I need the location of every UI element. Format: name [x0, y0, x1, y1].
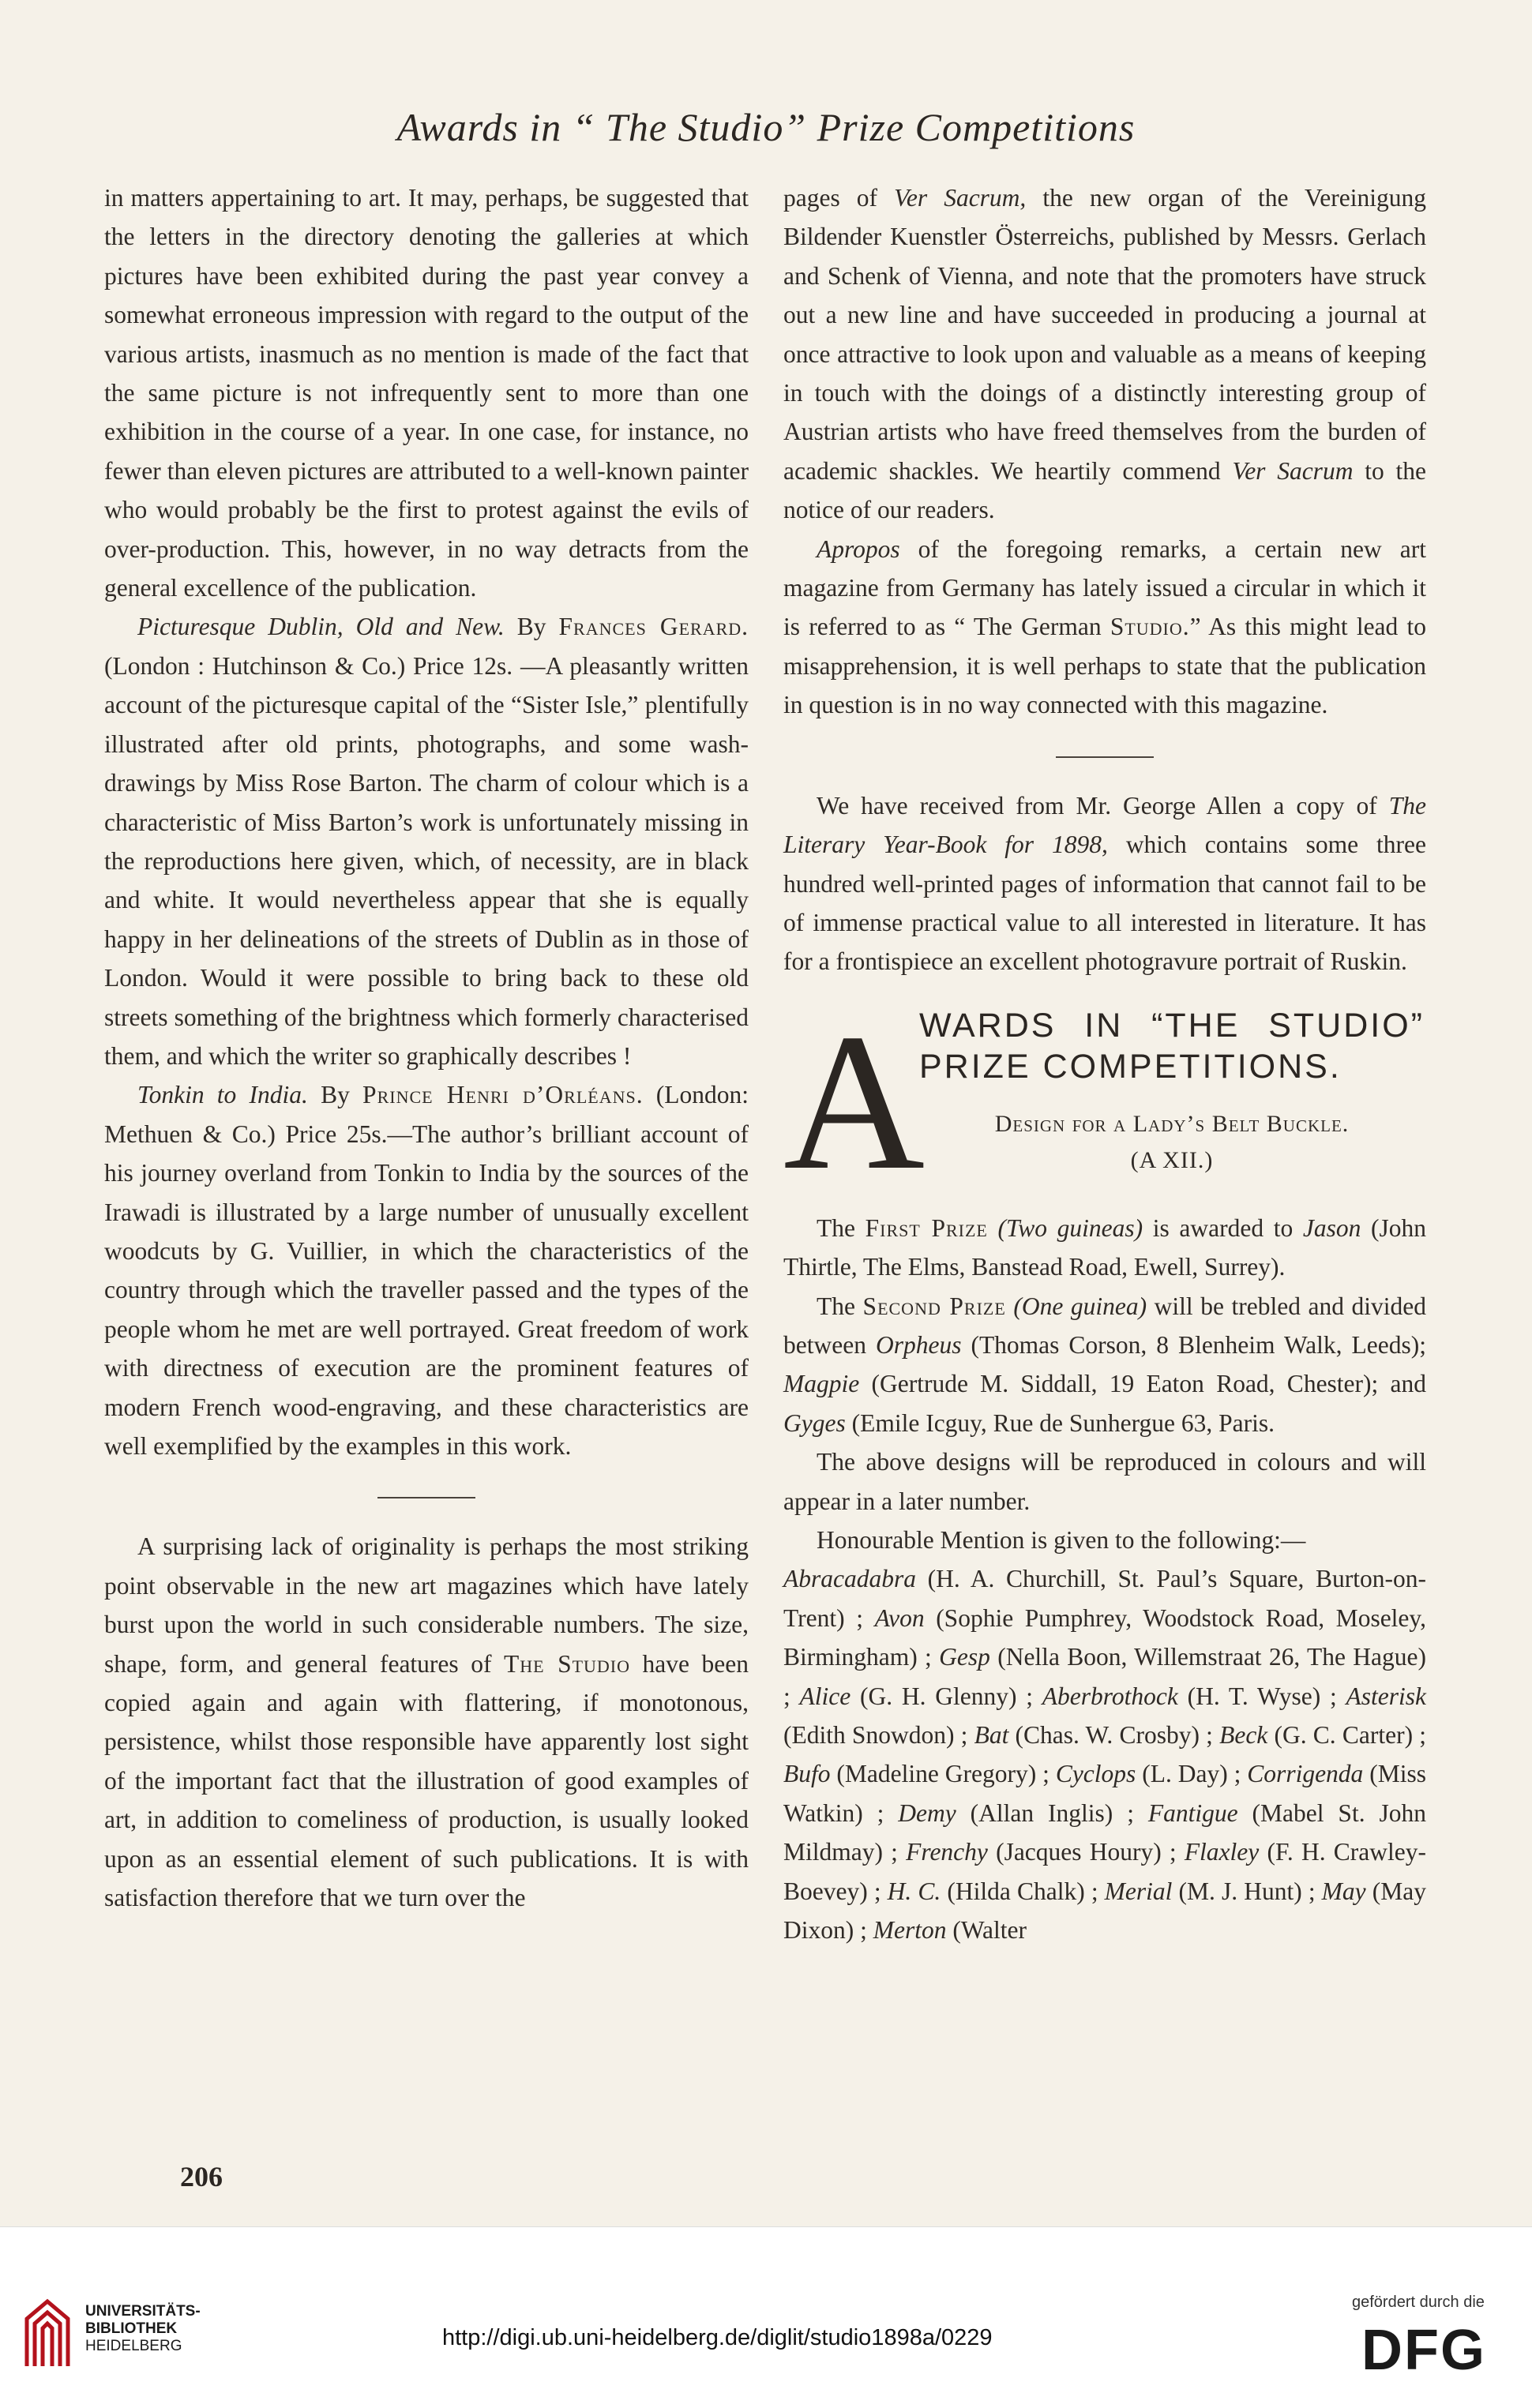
entry-pseudonym: Bat [974, 1721, 1009, 1749]
entry-pseudonym: Flaxley [1184, 1838, 1260, 1866]
entry-pseudonym: Corrigenda [1247, 1760, 1364, 1788]
entry-pseudonym: Bufo [783, 1760, 831, 1788]
right-column [783, 178, 1426, 1949]
honourable-mention-list [783, 1559, 1426, 1949]
section-divider [1056, 756, 1154, 758]
reproduction-note: The above designs will be reproduced in colours and will appear in a later number. [783, 1448, 1426, 1515]
entry-detail: (Sophie Pumphrey, Woodstock Road, Moseley, Birmingham) ; [783, 1603, 1426, 1671]
drop-cap: A [783, 992, 926, 1210]
entry-pseudonym: Abracadabra [783, 1565, 916, 1593]
digitization-footer [0, 2226, 1532, 2408]
entry-pseudonym: Fantigue [1147, 1798, 1238, 1827]
entry-detail: (Madeline Gregory) ; [830, 1760, 1056, 1788]
entry-detail: (Mabel St. John Mildmay) ; [783, 1798, 1426, 1866]
entry-detail: (Jacques Houry) ; [987, 1838, 1185, 1866]
entry-detail: (Allan Inglis) ; [956, 1798, 1148, 1827]
first-prize: The First Prize (Two guineas) is awarded to Jason (John Thirtle, The Elms, Banstead Road, Ewell, Surrey). [783, 1213, 1427, 1281]
page-number: 206 [180, 2161, 223, 2192]
paragraph-directory: in matters appertaining to art. It may, perhaps, be suggested that the letters in the directory denoting the galleries at which pictures have been exhibited during the past year convey a somewhat erroneous impression with regard to the output of the various artists, inasmuch as no mention is made of the fact that the same picture is not infrequently sent to more than one exhibition in the course of a year. In one case, for instance, no fewer than eleven pictures are attributed to a well-known painter who would probably be the first to protest against the evils of over-production. This, however, in no way detracts from the general excellence of the publication. [104, 184, 749, 602]
entry-detail: (L. Day) ; [1136, 1760, 1248, 1788]
running-header: Awards in “ The Studio” Prize Competitions [396, 105, 1136, 149]
entry-detail: (G. H. Glenny) ; [850, 1682, 1042, 1710]
entry-detail: (Miss Watkin) ; [783, 1760, 1426, 1827]
dfg-logo-text: DFG [1361, 2320, 1486, 2377]
book-title: Picturesque Dublin, Old and New. [137, 613, 505, 641]
entry-detail: (H. A. Churchill, St. Paul’s Square, Burton-on-Trent) ; [783, 1565, 1426, 1632]
entry-detail: (Hilda Chalk) ; [941, 1877, 1105, 1905]
entry-detail: (Chas. W. Crosby) ; [1008, 1721, 1220, 1749]
entry-pseudonym: H. C. [887, 1877, 941, 1905]
entry-pseudonym: Beck [1219, 1721, 1268, 1749]
entry-pseudonym: Cyclops [1055, 1760, 1136, 1788]
entry-detail: (M. J. Hunt) ; [1172, 1877, 1322, 1905]
permalink-url[interactable]: http://digi.ub.uni-heidelberg.de/diglit/studio1898a/0229 [442, 2325, 993, 2350]
honourable-mention-intro: Honourable Mention is given to the following:— [817, 1525, 1306, 1554]
dfg-logo-icon [1361, 2320, 1516, 2377]
entry-detail: (G. C. Carter) ; [1267, 1721, 1427, 1749]
second-prize: The Second Prize (One guinea) will be trebled and divided between Orpheus (Thomas Corson, 8 Blenheim Walk, Leeds); Magpie (Gertrude M. Siddall, 19 Eaton Road, Chester); and Gyges (Emile Icguy, Rue de Sunhergue 63, Paris. [783, 1292, 1427, 1437]
entry-pseudonym: Frenchy [906, 1838, 988, 1866]
paragraph-literary-year-book: We have received from Mr. George Allen a copy of The Literary Year-Book for 1898, which contains some three hundred well-printed pages of information that cannot fail to be of immense practical value to all interested in literature. It has for a frontispiece an excellent photogravure portrait of Ruskin. [783, 791, 1427, 976]
entry-detail: (May Dixon) ; [783, 1877, 1426, 1945]
entry-detail: (F. H. Crawley-Boevey) ; [783, 1838, 1426, 1905]
competition-subtitle: Design for a Lady’s Belt Buckle. (A XII.) [994, 1110, 1350, 1173]
book-author: Frances Gerard. [558, 613, 749, 641]
entry-pseudonym: Merial [1104, 1877, 1173, 1905]
book-author: Prince Henri d’Orléans. [362, 1081, 644, 1109]
entry-pseudonym: Aberbrothock [1042, 1682, 1178, 1710]
section-divider [377, 1497, 475, 1498]
paragraph-ver-sacrum: pages of Ver Sacrum, the new organ of the Vereinigung Bildender Kuenstler Österreichs, published by Messrs. Gerlach and Schenk of Vienna, and note that the promoters have struck out a new line and have succeeded in producing a journal at once attractive to look upon and valuable as a means of keeping in touch with the doings of a distinctly interesting group of Austrian artists who have freed themselves from the burden of academic shackles. We heartily commend Ver Sacrum to the notice of our readers. [783, 184, 1427, 524]
review-picturesque-dublin: Picturesque Dublin, Old and New. By Frances Gerard. (London : Hutchinson & Co.) Price 12s. —A pleasantly written account of the picturesque capital of the “Sister Isle,” plentifully illustrated after old prints, photographs, and some wash-drawings by Miss Rose Barton. The charm of colour which is a characteristic of Miss Barton’s work is unfortunately missing in the reproductions here given, which, of necessity, are in black and white. It would nevertheless appear that she is equally happy in her delineations of the streets of Dublin as in those of London. Would it were possible to bring back to these old streets something of the brightness which formerly characterised them, and which the writer so graphically describes ! [104, 613, 749, 1070]
entry-pseudonym: Demy [898, 1798, 956, 1827]
entry-pseudonym: Merton [873, 1916, 947, 1945]
awards-heading [783, 992, 1426, 1210]
paragraph-originality: A surprising lack of originality is perhaps the most striking point observable in the new art magazines which have lately burst upon the world in such considerable numbers. The size, shape, form, and general features of The Studio have been copied again and again with flattering, if monotonous, persistence, whilst those responsible have apparently lost sight of the important fact that the illustration of good examples of art, in addition to comeliness of production, is usually looked upon as an essential element of such publications. It is with satisfaction therefore that we turn over the [104, 1532, 749, 1912]
review-tonkin-to-india: Tonkin to India. By Prince Henri d’Orléans. (London: Methuen & Co.) Price 25s.—The author’s brilliant account of his journey overland from Tonkin to India by the sources of the Irawadi is illustrated by a large number of unusually excellent woodcuts by G. Vuillier, in which the characteristics of the country through which the traveller passed and the types of the people whom he met are well portrayed. Great freedom of work with directness of execution are the prominent features of modern French wood-engraving, and these characteristics are well exemplified by the examples in this work. [104, 1081, 749, 1460]
funding-note: gefördert durch die [1352, 2294, 1485, 2311]
left-column [104, 178, 749, 1917]
entry-pseudonym: May [1321, 1877, 1366, 1905]
entry-detail: (Walter [946, 1916, 1027, 1945]
entry-detail: (H. T. Wyse) ; [1177, 1682, 1346, 1710]
entry-detail: (Edith Snowdon) ; [783, 1721, 974, 1749]
entry-pseudonym: Gesp [939, 1643, 990, 1671]
entry-pseudonym: Asterisk [1346, 1682, 1426, 1710]
entry-pseudonym: Alice [799, 1682, 851, 1710]
entry-detail: (Nella Boon, Willemstraat 26, The Hague) ; [783, 1643, 1427, 1710]
book-title: Tonkin to India. [137, 1081, 308, 1109]
library-name: UNIVERSITÄTS- BIBLIOTHEK HEIDELBERG [85, 2303, 201, 2354]
awards-title: WARDS IN “THE STUDIO” PRIZE COMPETITIONS. [919, 1006, 1425, 1086]
paragraph-apropos: Apropos of the foregoing remarks, a certain new art magazine from Germany has lately issued a circular in which it is referred to as “ The German Studio.” As this might lead to misapprehension, it is well perhaps to state that the publication in question is in no way connected with this magazine. [783, 534, 1427, 719]
entry-pseudonym: Avon [874, 1603, 925, 1632]
university-library-logo-icon [19, 2295, 76, 2371]
